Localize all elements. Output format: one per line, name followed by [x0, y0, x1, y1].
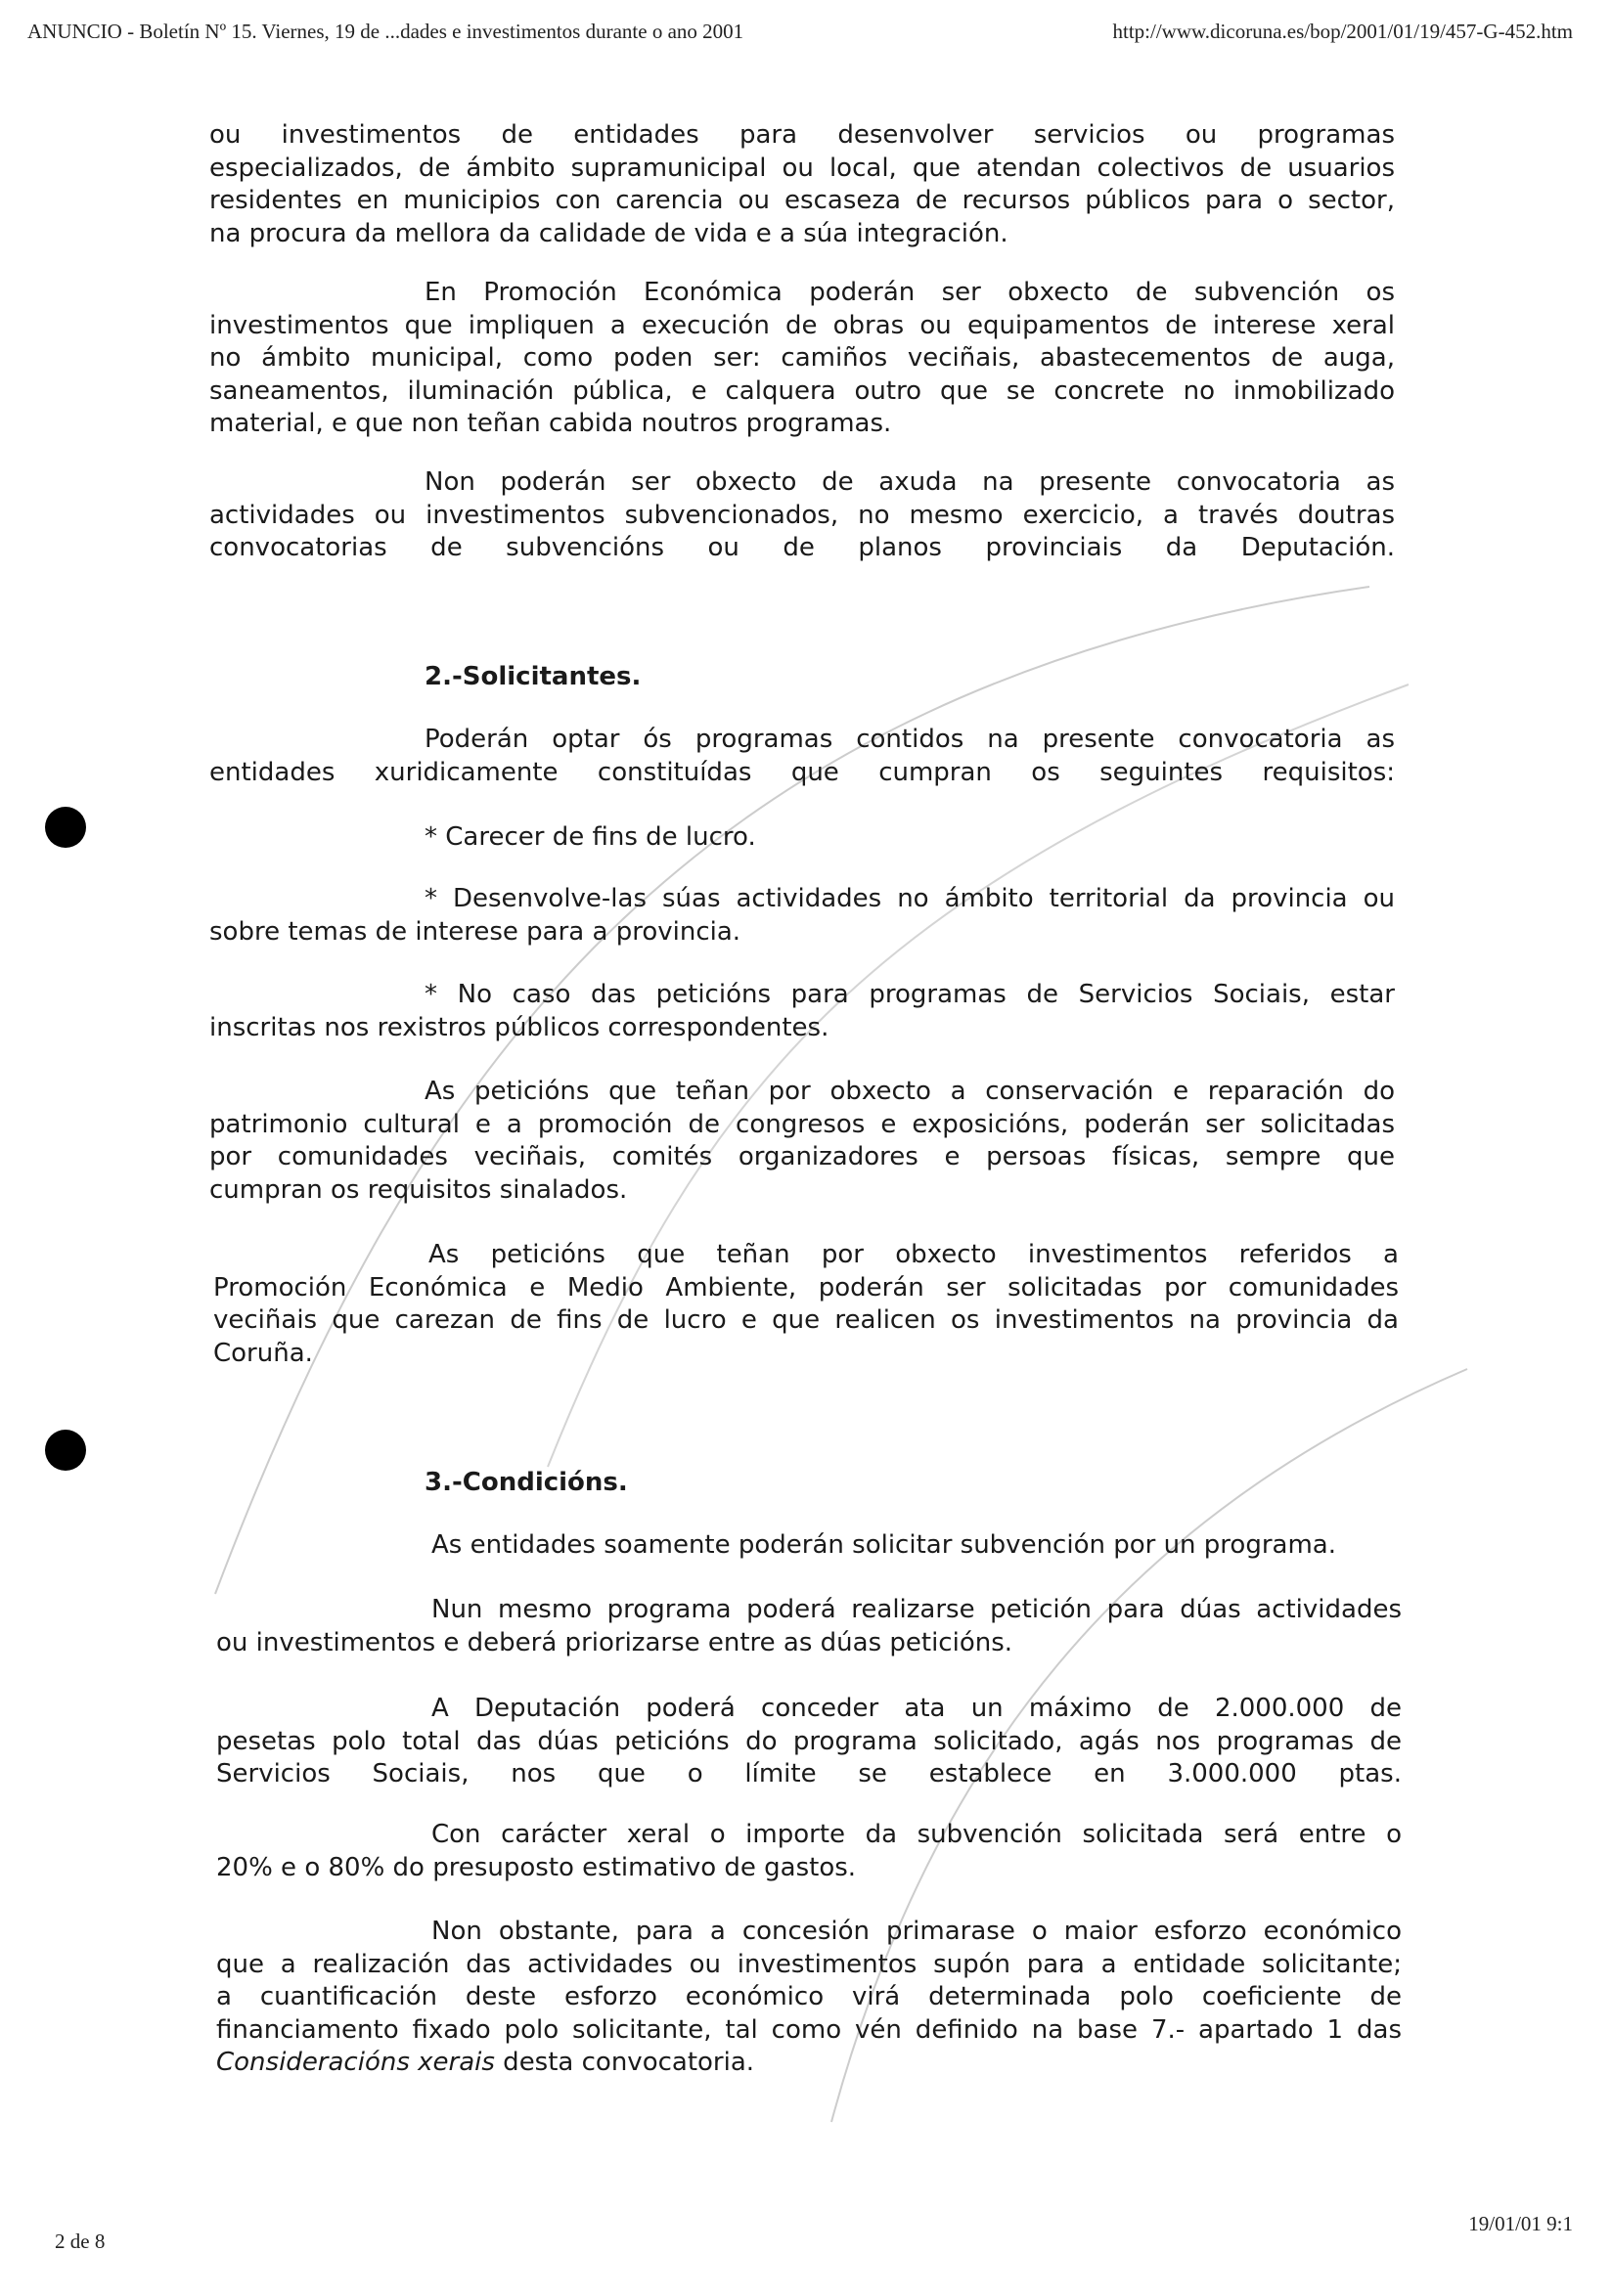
- text-line: As peticións que teñan por obxecto investimentos referidos a: [428, 1240, 1399, 1269]
- paragraph: [213, 1239, 1399, 1370]
- italic-reference: Consideracións xerais: [216, 2048, 495, 2077]
- text-line: Nun mesmo programa poderá realizarse petición para dúas actividades: [431, 1595, 1402, 1624]
- page-number: 2 de 8: [55, 2230, 106, 2253]
- text-line: por comunidades veciñais, comités organizadores e persoas físicas, sempre que: [209, 1142, 1395, 1171]
- text-line: * No caso das peticións para programas de Servicios Sociais, estar: [425, 980, 1395, 1009]
- text-line: Promoción Económica e Medio Ambiente, poderán ser solicitadas por comunidades: [213, 1272, 1399, 1303]
- text-line: Non obstante, para a concesión primarase o maior esforzo económico: [431, 1917, 1402, 1946]
- paragraph: [209, 883, 1395, 949]
- text-line: convocatorias de subvencións ou de planos provinciais da Deputación.: [209, 533, 1395, 562]
- text-line: ou investimentos e deberá priorizarse entre as dúas peticións.: [216, 1627, 1013, 1657]
- text-line: Non poderán ser obxecto de axuda na presente convocatoria as: [425, 467, 1395, 497]
- header-url: http://www.dicoruna.es/bop/2001/01/19/457-G-452.htm: [1112, 20, 1573, 43]
- paragraph: [216, 1916, 1402, 2080]
- text-line: [216, 2047, 1402, 2080]
- text-line: As entidades soamente poderán solicitar subvención por un programa.: [431, 1530, 1336, 1560]
- text-line: entidades xuridicamente constituídas que cumpran os seguintes requisitos:: [209, 757, 1395, 787]
- text-line: a cuantificación deste esforzo económico virá determinada polo coeficiente de: [216, 1982, 1402, 2011]
- paragraph: [216, 1529, 1402, 1563]
- text-line: A Deputación poderá conceder ata un máximo de 2.000.000 de: [431, 1694, 1402, 1723]
- section-heading: 2.-Solicitantes.: [425, 662, 642, 691]
- header-title: ANUNCIO - Boletín Nº 15. Viernes, 19 de ...dades e investimentos durante o ano 2001: [27, 20, 744, 43]
- paragraph: [216, 1693, 1402, 1791]
- text-line: que a realización das actividades ou investimentos supón para a entidade solicitante;: [216, 1949, 1402, 1979]
- print-timestamp: 19/01/01 9:1: [1468, 2212, 1573, 2235]
- text-line: especializados, de ámbito supramunicipal ou local, que atendan colectivos de usuarios: [209, 153, 1395, 183]
- text-line: na procura da mellora da calidade de vida e a súa integración.: [209, 218, 1008, 248]
- text-line: residentes en municipios con carencia ou escaseza de recursos públicos para o sector,: [209, 186, 1395, 215]
- text-line: inscritas nos rexistros públicos correspondentes.: [209, 1012, 829, 1042]
- text-line: financiamento fixado polo solicitante, tal como vén definido na base 7.- apartado 1 das: [216, 2014, 1402, 2045]
- text-line: En Promoción Económica poderán ser obxecto de subvención os: [425, 278, 1395, 307]
- paragraph: [216, 1819, 1402, 1884]
- text-line: material, e que non teñan cabida noutros programas.: [209, 409, 892, 438]
- text-line: sobre temas de interese para a provincia.: [209, 916, 741, 947]
- text-line: patrimonio cultural e a promoción de congresos e exposicións, poderán ser solicitadas: [209, 1109, 1395, 1139]
- text-line: Coruña.: [213, 1338, 313, 1368]
- text-line: actividades ou investimentos subvencionados, no mesmo exercicio, a través doutras: [209, 500, 1395, 530]
- punch-hole: [45, 1430, 86, 1471]
- text-line: pesetas polo total das dúas peticións do programa solicitado, agás nos programas de: [216, 1726, 1402, 1756]
- text-line: 20% e o 80% do presuposto estimativo de gastos.: [216, 1852, 857, 1882]
- paragraph: [209, 277, 1395, 441]
- text-line: investimentos que impliquen a execución de obras ou equipamentos de interese xeral: [209, 310, 1395, 340]
- text-line: Poderán optar ós programas contidos na presente convocatoria as: [425, 725, 1395, 754]
- text-line: Servicios Sociais, nos que o límite se establece en 3.000.000 ptas.: [216, 1759, 1402, 1788]
- text-line: cumpran os requisitos sinalados.: [209, 1174, 628, 1205]
- text-line: * Carecer de fins de lucro.: [425, 822, 756, 852]
- text-span: desta convocatoria.: [494, 2048, 755, 2077]
- text-line: ou investimentos de entidades para desenvolver servicios ou programas: [209, 120, 1395, 150]
- paragraph: [209, 821, 1395, 855]
- section-heading: 3.-Condicións.: [425, 1468, 628, 1497]
- text-line: no ámbito municipal, como poden ser: camiños veciñais, abastecementos de auga,: [209, 343, 1395, 373]
- paragraph: [209, 724, 1395, 789]
- text-line: As peticións que teñan por obxecto a conservación e reparación do: [425, 1077, 1395, 1106]
- paragraph: [216, 1594, 1402, 1659]
- paragraph: [209, 466, 1395, 565]
- text-line: Con carácter xeral o importe da subvención solicitada será entre o: [431, 1820, 1402, 1849]
- punch-hole: [45, 807, 86, 848]
- paragraph: [209, 979, 1395, 1044]
- paragraph: [209, 1076, 1395, 1207]
- paragraph: [209, 119, 1395, 250]
- text-line: veciñais que carezan de fins de lucro e que realicen os investimentos na provincia da: [213, 1305, 1399, 1335]
- text-line: * Desenvolve-las súas actividades no ámbito territorial da provincia ou: [425, 884, 1395, 913]
- text-line: saneamentos, iluminación pública, e calquera outro que se concrete no inmobilizado: [209, 375, 1395, 406]
